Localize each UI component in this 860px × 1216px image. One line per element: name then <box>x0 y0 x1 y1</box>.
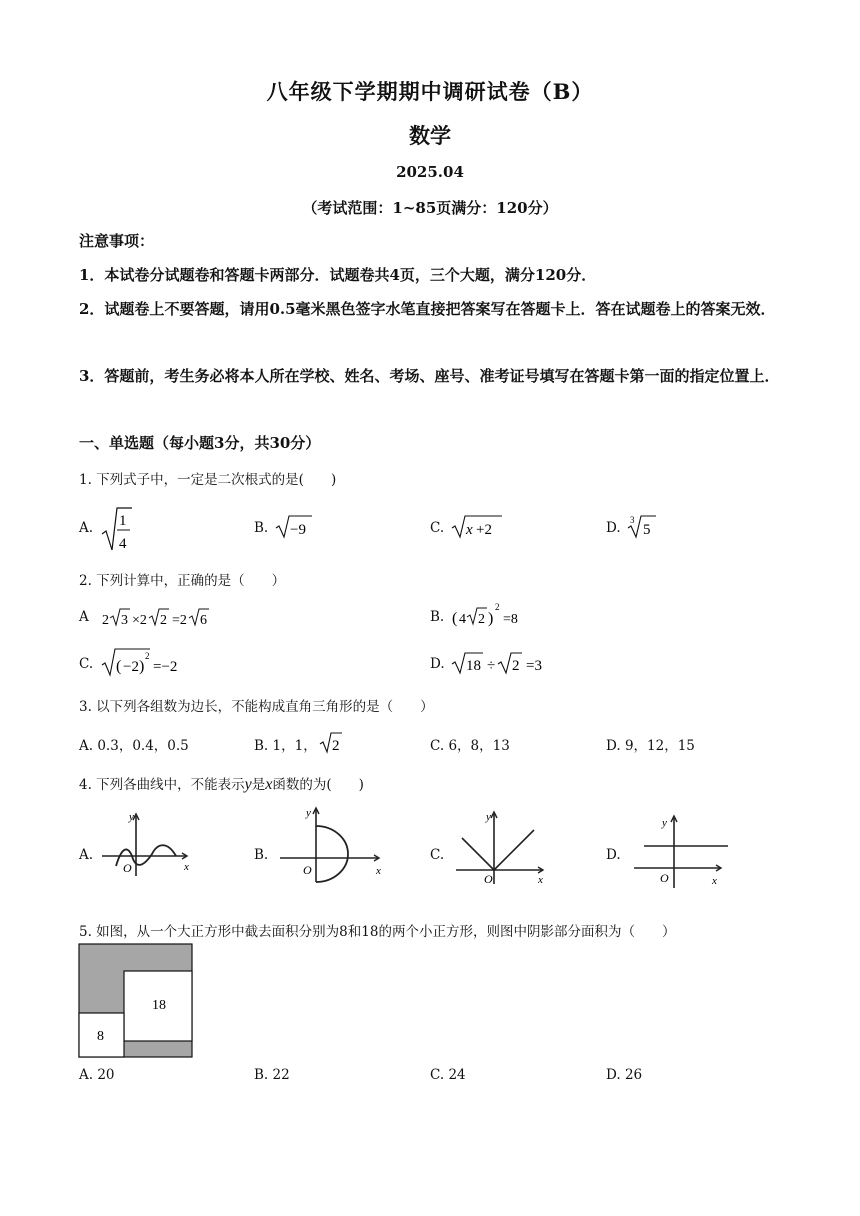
q3-option-b-value: 1，1， <box>272 738 317 754</box>
q3-option-d <box>606 734 695 754</box>
q4-graph-b <box>276 802 386 884</box>
q4-stem-part-2: 是 <box>251 777 266 793</box>
svg-text:y: y <box>306 807 311 819</box>
question-5-stem: 5. 如图，从一个大正方形中截去面积分别为8和18的两个小正方形，则图中阴影部分面积为（ ） <box>79 924 676 940</box>
q5-option-b <box>254 1067 290 1083</box>
svg-text:=8: =8 <box>503 612 518 627</box>
q5-option-d-value: 26 <box>624 1067 643 1083</box>
svg-text:=3: =3 <box>526 658 542 674</box>
q1-option-d-formula <box>626 512 658 540</box>
svg-text:2: 2 <box>160 613 167 628</box>
svg-text:=−2: =−2 <box>153 659 178 675</box>
q3-option-d-label: D. <box>606 738 621 754</box>
q4-option-c-label: C. <box>430 847 445 863</box>
q3-option-c <box>430 734 510 754</box>
q3-option-b-sqrt2 <box>318 729 344 755</box>
q2-option-a-label: A <box>79 609 89 625</box>
svg-text:8: 8 <box>97 1029 104 1044</box>
note-item-3: 3．答题前，考生务必将本人所在学校、姓名、考场、座号、准考证号填写在答题卡第一面的指定位置上． <box>79 367 780 385</box>
q5-option-b-value: 22 <box>272 1067 290 1083</box>
subject-title: 数学 <box>409 123 451 148</box>
q1-option-b-label: B. <box>254 520 269 536</box>
svg-text:3: 3 <box>630 515 635 525</box>
q4-option-d-label: D. <box>606 847 621 863</box>
q1-option-a-label: A. <box>79 520 94 536</box>
svg-text:x: x <box>712 875 717 887</box>
q3-option-b-label: B. <box>254 738 269 754</box>
svg-text:): ) <box>139 658 145 675</box>
svg-text:x: x <box>538 874 543 886</box>
q2-option-a-formula <box>96 603 216 631</box>
q2-option-c-formula <box>100 645 178 679</box>
q4-stem-var-x: x <box>265 776 273 793</box>
q4-graph-d <box>630 812 730 890</box>
svg-text:6: 6 <box>200 613 207 628</box>
svg-text:÷: ÷ <box>487 658 496 674</box>
svg-text:4: 4 <box>459 612 466 627</box>
svg-text:2: 2 <box>145 651 150 661</box>
svg-text:18: 18 <box>466 658 481 674</box>
svg-text:O: O <box>303 863 312 877</box>
question-2-stem: 2. 下列计算中，正确的是（ ） <box>79 573 286 589</box>
note-item-1: 1．本试卷分试题卷和答题卡两部分．试题卷共4页，三个大题，满分120分． <box>79 266 597 284</box>
q4-stem-part-3: 函数的为( ) <box>272 777 364 793</box>
q5-option-c-value: 24 <box>448 1067 466 1083</box>
svg-text:x: x <box>184 861 189 873</box>
q4-stem-part-1: 4. 下列各曲线中，不能表示 <box>79 777 245 793</box>
question-1-stem: 1. 下列式子中，一定是二次根式的是( ) <box>79 472 337 488</box>
svg-text:y: y <box>662 817 667 829</box>
q2-option-d-formula <box>450 648 550 678</box>
q4-option-b-label: B. <box>254 847 269 863</box>
svg-text:y: y <box>129 811 134 823</box>
q5-option-d <box>606 1067 642 1083</box>
question-4-stem <box>79 773 364 794</box>
svg-text:x: x <box>466 522 473 538</box>
q3-option-a <box>79 734 189 754</box>
q3-option-b <box>254 734 317 754</box>
svg-text:2: 2 <box>495 602 500 612</box>
svg-text:3: 3 <box>121 613 128 628</box>
q4-option-a-label: A. <box>79 847 94 863</box>
svg-text:2: 2 <box>478 612 485 627</box>
svg-text:−9: −9 <box>290 522 306 538</box>
svg-text:1: 1 <box>119 513 127 529</box>
svg-text:−2: −2 <box>123 659 139 675</box>
q5-option-b-label: B. <box>254 1067 269 1083</box>
q5-option-c-label: C. <box>430 1067 445 1083</box>
svg-text:(: ( <box>452 610 458 627</box>
q5-option-d-label: D. <box>606 1067 621 1083</box>
q5-option-a-label: A. <box>79 1067 94 1083</box>
q2-option-b-formula <box>450 600 530 630</box>
note-item-2: 2．试题卷上不要答题，请用0.5毫米黑色签字水笔直接把答案写在答题卡上．答在试题卷上的答案无效． <box>79 300 776 318</box>
q4-stem-var-y: y <box>244 776 252 793</box>
svg-text:y: y <box>486 811 491 823</box>
q1-option-d-label: D. <box>606 520 621 536</box>
svg-text:=2: =2 <box>172 613 187 628</box>
svg-text:O: O <box>123 861 132 875</box>
svg-text:O: O <box>660 871 669 885</box>
question-3-stem: 3. 以下列各组数为边长，不能构成直角三角形的是（ ） <box>79 699 434 715</box>
q4-graph-a <box>98 808 198 878</box>
svg-text:+2: +2 <box>476 522 492 538</box>
svg-text:×2: ×2 <box>132 613 147 628</box>
svg-text:2: 2 <box>102 613 109 628</box>
q3-option-d-value: 9，12，15 <box>624 738 695 754</box>
q3-option-c-value: 6，8，13 <box>448 738 510 754</box>
q5-figure <box>78 943 194 1059</box>
q3-option-a-value: 0.3，0.4，0.5 <box>97 738 189 754</box>
svg-text:): ) <box>488 610 494 627</box>
q5-option-c <box>430 1067 466 1083</box>
q2-option-b-label: B. <box>430 609 445 625</box>
svg-text:2: 2 <box>512 658 520 674</box>
svg-text:O: O <box>484 872 493 886</box>
q1-option-c-formula <box>450 512 506 540</box>
svg-text:4: 4 <box>119 536 127 552</box>
q2-option-d-label: D. <box>430 656 445 672</box>
svg-text:18: 18 <box>152 998 166 1013</box>
q2-option-c-label: C. <box>79 656 94 672</box>
svg-text:5: 5 <box>643 522 651 538</box>
q1-option-a-formula <box>100 504 134 552</box>
q1-option-b-formula <box>274 512 314 540</box>
q3-option-a-label: A. <box>79 738 94 754</box>
q5-option-a-value: 20 <box>97 1067 115 1083</box>
section-heading: 一、单选题（每小题3分，共30分） <box>79 434 321 452</box>
q3-option-c-label: C. <box>430 738 445 754</box>
q1-option-c-label: C. <box>430 520 445 536</box>
notes-heading: 注意事项： <box>79 232 155 250</box>
svg-text:2: 2 <box>332 738 340 754</box>
svg-text:(: ( <box>116 658 122 675</box>
q4-graph-c <box>452 808 552 886</box>
svg-text:x: x <box>376 865 381 877</box>
exam-date: 2025.04 <box>396 163 464 181</box>
page-title: 八年级下学期期中调研试卷（B） <box>266 79 594 104</box>
exam-range: （考试范围：1~85页满分：120分） <box>302 199 558 217</box>
q5-option-a <box>79 1067 115 1083</box>
